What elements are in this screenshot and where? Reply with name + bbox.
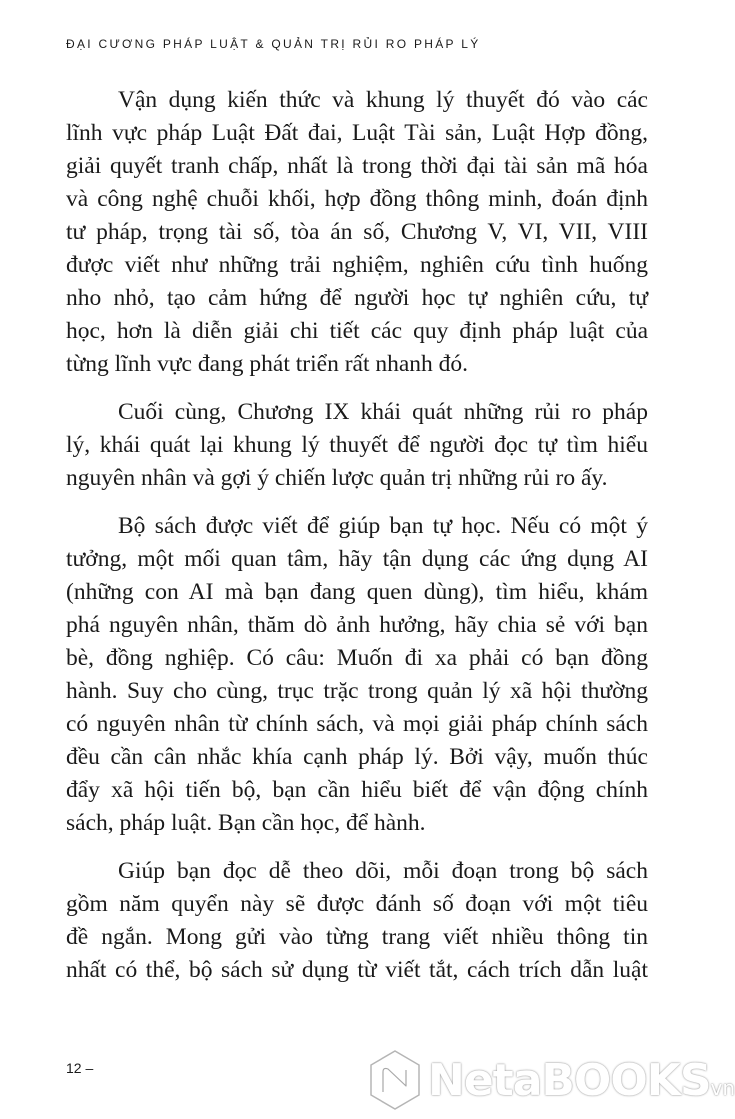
text-line: nguyên nhân và gợi ý chiến lược quản trị những rủi ro ấy. — [66, 465, 608, 491]
text-line: giải quyết tranh chấp, nhất là trong thời đại tài sản mã hóa — [66, 153, 648, 179]
watermark-suffix: vn — [710, 1075, 735, 1100]
paragraph — [66, 510, 648, 840]
hexagon-n-logo-icon — [366, 1048, 424, 1112]
text-line: học, hơn là diễn giải chi tiết các quy định pháp luật của — [66, 318, 648, 344]
text-line: nho nhỏ, tạo cảm hứng để người học tự nghiên cứu, tự — [66, 285, 648, 311]
page-number: 12 – — [66, 1060, 94, 1076]
text-line: Cuối cùng, Chương IX khái quát những rủi ro pháp — [118, 399, 648, 425]
text-line: Bộ sách được viết để giúp bạn tự học. Nếu có một ý — [118, 513, 648, 539]
paragraph — [66, 855, 648, 987]
text-line: tưởng, một mối quan tâm, hãy tận dụng các ứng dụng AI — [66, 546, 648, 572]
text-line: lý, khái quát lại khung lý thuyết để người đọc tự tìm hiểu — [66, 432, 648, 458]
running-header: ĐẠI CƯƠNG PHÁP LUẬT & QUẢN TRỊ RỦI RO PHÁP LÝ — [66, 37, 481, 51]
text-line: đẩy xã hội tiến bộ, bạn cần hiểu biết để vận động chính — [66, 777, 648, 803]
text-line: và công nghệ chuỗi khối, hợp đồng thông minh, đoán định — [66, 186, 648, 212]
text-line: từng lĩnh vực đang phát triển rất nhanh đó. — [66, 351, 469, 377]
text-line: lĩnh vực pháp Luật Đất đai, Luật Tài sản, Luật Hợp đồng, — [66, 120, 648, 146]
text-line: bè, đồng nghiệp. Có câu: Muốn đi xa phải có bạn đồng — [66, 645, 648, 671]
text-line: được viết như những trải nghiệm, nghiên cứu tình huống — [66, 252, 648, 278]
body-text — [66, 84, 648, 1002]
watermark-brand — [428, 1055, 735, 1106]
watermark-brand-text: NetaBOOKS — [428, 1054, 711, 1106]
text-line: nhất có thể, bộ sách sử dụng từ viết tắt, cách trích dẫn luật — [66, 957, 648, 983]
text-line: đề ngắn. Mong gửi vào từng trang viết nhiều thông tin — [66, 924, 648, 950]
text-line: đều cần cân nhắc khía cạnh pháp lý. Bởi vậy, muốn thúc — [66, 744, 648, 770]
text-line: (những con AI mà bạn đang quen dùng), tìm hiểu, khám — [66, 579, 648, 605]
text-line: gồm năm quyển này sẽ được đánh số đoạn với một tiêu — [66, 891, 648, 917]
text-line: hành. Suy cho cùng, trục trặc trong quản lý xã hội thường — [66, 678, 648, 704]
text-line: tư pháp, trọng tài số, tòa án số, Chương V, VI, VII, VIII — [66, 219, 648, 245]
text-line: Giúp bạn đọc dễ theo dõi, mỗi đoạn trong bộ sách — [118, 858, 648, 884]
paragraph — [66, 396, 648, 495]
text-line: Vận dụng kiến thức và khung lý thuyết đó vào các — [118, 87, 648, 113]
text-line: phá nguyên nhân, thăm dò ảnh hưởng, hãy chia sẻ với bạn — [66, 612, 648, 638]
watermark-logo — [366, 1045, 735, 1115]
text-line: sách, pháp luật. Bạn cần học, để hành. — [66, 810, 426, 836]
paragraph — [66, 84, 648, 381]
text-line: có nguyên nhân từ chính sách, và mọi giải pháp chính sách — [66, 711, 648, 737]
